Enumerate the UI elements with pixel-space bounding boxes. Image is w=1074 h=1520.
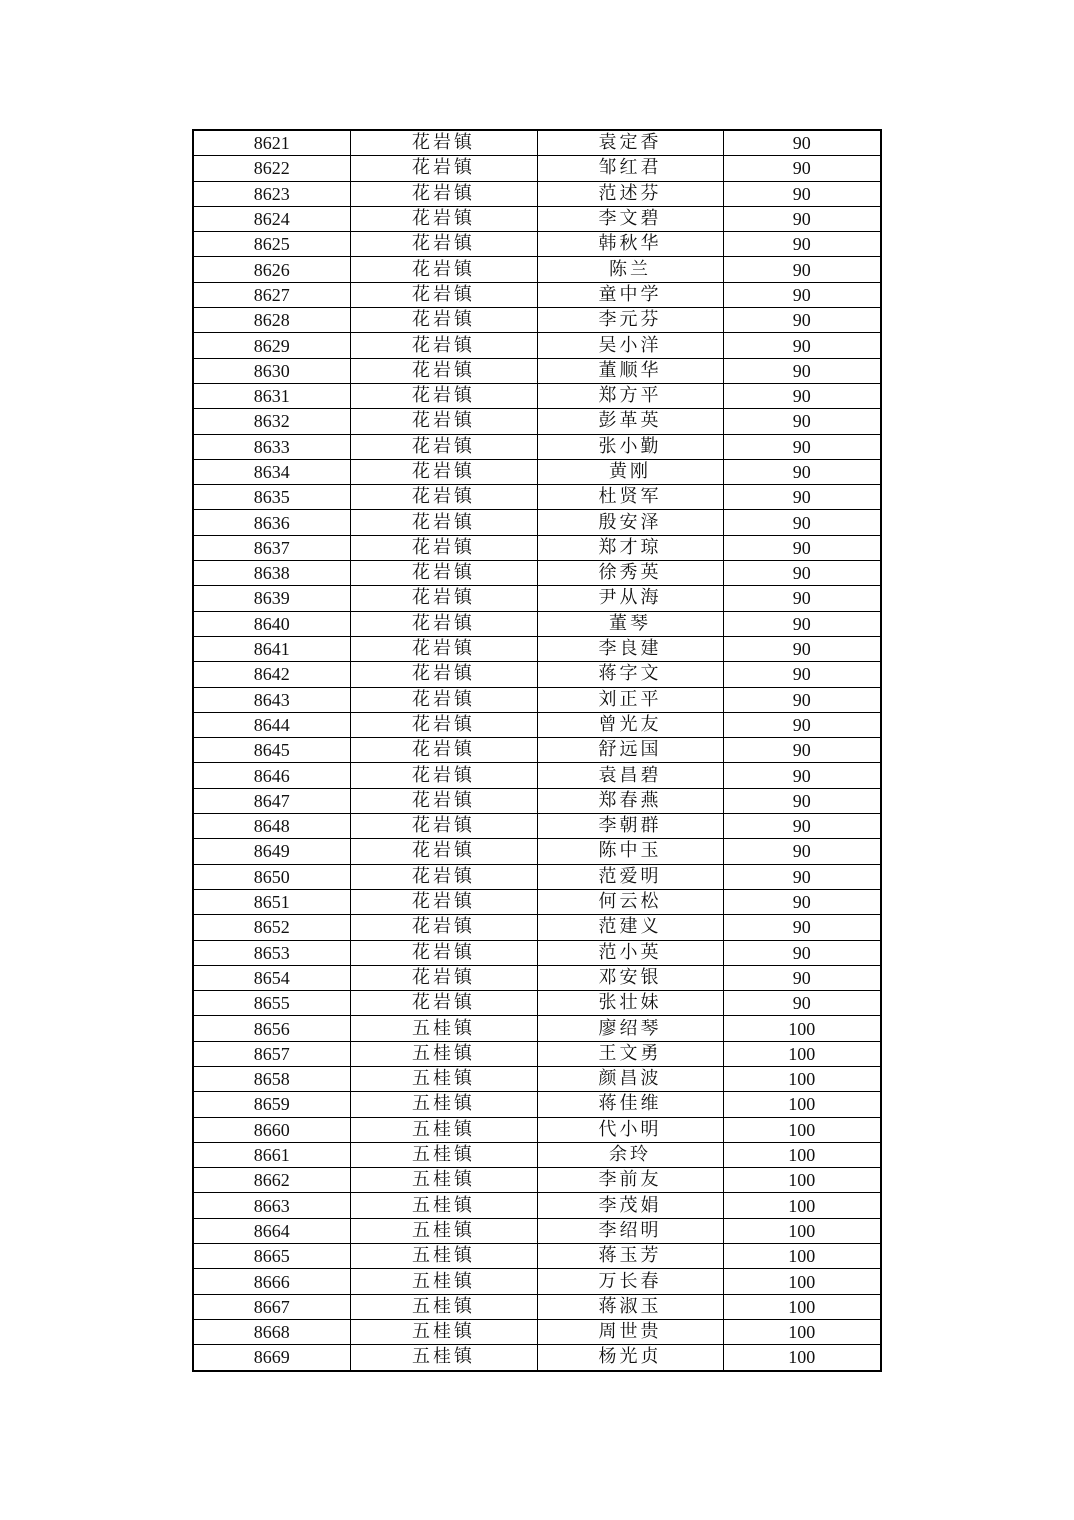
- town-cell: 花岩镇: [350, 510, 537, 535]
- row-number-cell: 8633: [193, 434, 350, 459]
- row-number-cell: 8644: [193, 712, 350, 737]
- table-row: [193, 1092, 881, 1117]
- table-row: [193, 1345, 881, 1371]
- town-cell: 花岩镇: [350, 636, 537, 661]
- row-number-cell: 8653: [193, 940, 350, 965]
- row-number-cell: 8624: [193, 206, 350, 231]
- table-row: [193, 485, 881, 510]
- row-number-cell: 8646: [193, 763, 350, 788]
- town-cell: 五桂镇: [350, 1294, 537, 1319]
- table-row: [193, 1168, 881, 1193]
- row-number-cell: 8626: [193, 257, 350, 282]
- score-cell: 90: [723, 915, 881, 940]
- town-cell: 花岩镇: [350, 232, 537, 257]
- row-number-cell: 8647: [193, 788, 350, 813]
- score-cell: 100: [723, 1117, 881, 1142]
- town-cell: 花岩镇: [350, 763, 537, 788]
- person-name-cell: 尹从海: [537, 586, 723, 611]
- score-cell: 90: [723, 358, 881, 383]
- person-name-cell: 李良建: [537, 636, 723, 661]
- score-cell: 90: [723, 308, 881, 333]
- person-name-cell: 李绍明: [537, 1218, 723, 1243]
- table-row: [193, 409, 881, 434]
- score-cell: 90: [723, 864, 881, 889]
- score-cell: 90: [723, 485, 881, 510]
- person-name-cell: 郑才琼: [537, 535, 723, 560]
- town-cell: 花岩镇: [350, 257, 537, 282]
- score-cell: 90: [723, 409, 881, 434]
- person-name-cell: 何云松: [537, 889, 723, 914]
- town-cell: 花岩镇: [350, 839, 537, 864]
- table-row: [193, 181, 881, 206]
- score-cell: 100: [723, 1066, 881, 1091]
- score-cell: 100: [723, 1142, 881, 1167]
- person-name-cell: 范爱明: [537, 864, 723, 889]
- person-name-cell: 张小勤: [537, 434, 723, 459]
- table-row: [193, 763, 881, 788]
- town-cell: 花岩镇: [350, 738, 537, 763]
- row-number-cell: 8661: [193, 1142, 350, 1167]
- person-name-cell: 周世贵: [537, 1319, 723, 1344]
- score-cell: 100: [723, 1218, 881, 1243]
- table-row: [193, 1016, 881, 1041]
- score-cell: 100: [723, 1168, 881, 1193]
- row-number-cell: 8649: [193, 839, 350, 864]
- table-row: [193, 1041, 881, 1066]
- town-cell: 花岩镇: [350, 712, 537, 737]
- town-cell: 花岩镇: [350, 333, 537, 358]
- table-row: [193, 738, 881, 763]
- person-name-cell: 刘正平: [537, 687, 723, 712]
- person-name-cell: 蒋字文: [537, 662, 723, 687]
- person-name-cell: 邓安银: [537, 965, 723, 990]
- score-cell: 90: [723, 687, 881, 712]
- table-row: [193, 333, 881, 358]
- person-name-cell: 李文碧: [537, 206, 723, 231]
- row-number-cell: 8628: [193, 308, 350, 333]
- table-row: [193, 1117, 881, 1142]
- town-cell: 花岩镇: [350, 991, 537, 1016]
- row-number-cell: 8627: [193, 282, 350, 307]
- table-row: [193, 206, 881, 231]
- score-cell: 100: [723, 1269, 881, 1294]
- table-row: [193, 662, 881, 687]
- table-row: [193, 1319, 881, 1344]
- person-name-cell: 董琴: [537, 611, 723, 636]
- score-cell: 90: [723, 788, 881, 813]
- score-cell: 90: [723, 712, 881, 737]
- person-name-cell: 范小英: [537, 940, 723, 965]
- score-cell: 90: [723, 257, 881, 282]
- town-cell: 五桂镇: [350, 1142, 537, 1167]
- row-number-cell: 8637: [193, 535, 350, 560]
- town-cell: 花岩镇: [350, 308, 537, 333]
- table-row: [193, 712, 881, 737]
- score-cell: 90: [723, 636, 881, 661]
- row-number-cell: 8654: [193, 965, 350, 990]
- table-row: [193, 1066, 881, 1091]
- town-cell: 花岩镇: [350, 459, 537, 484]
- row-number-cell: 8632: [193, 409, 350, 434]
- person-name-cell: 袁昌碧: [537, 763, 723, 788]
- row-number-cell: 8667: [193, 1294, 350, 1319]
- town-cell: 五桂镇: [350, 1218, 537, 1243]
- score-cell: 90: [723, 965, 881, 990]
- town-cell: 花岩镇: [350, 940, 537, 965]
- person-name-cell: 李茂娟: [537, 1193, 723, 1218]
- table-row: [193, 687, 881, 712]
- score-cell: 90: [723, 889, 881, 914]
- table-row: [193, 814, 881, 839]
- row-number-cell: 8625: [193, 232, 350, 257]
- score-cell: 90: [723, 611, 881, 636]
- row-number-cell: 8639: [193, 586, 350, 611]
- person-name-cell: 吴小洋: [537, 333, 723, 358]
- person-name-cell: 郑春燕: [537, 788, 723, 813]
- row-number-cell: 8642: [193, 662, 350, 687]
- row-number-cell: 8655: [193, 991, 350, 1016]
- score-cell: 100: [723, 1244, 881, 1269]
- town-cell: 五桂镇: [350, 1269, 537, 1294]
- row-number-cell: 8665: [193, 1244, 350, 1269]
- person-name-cell: 范述芬: [537, 181, 723, 206]
- town-cell: 花岩镇: [350, 662, 537, 687]
- score-cell: 100: [723, 1193, 881, 1218]
- table-row: [193, 434, 881, 459]
- town-cell: 花岩镇: [350, 282, 537, 307]
- score-cell: 100: [723, 1294, 881, 1319]
- score-cell: 90: [723, 940, 881, 965]
- person-name-cell: 郑方平: [537, 383, 723, 408]
- person-name-cell: 杜贤军: [537, 485, 723, 510]
- score-cell: 100: [723, 1345, 881, 1371]
- table-row: [193, 839, 881, 864]
- score-cell: 90: [723, 181, 881, 206]
- person-name-cell: 彭革英: [537, 409, 723, 434]
- person-name-cell: 蒋淑玉: [537, 1294, 723, 1319]
- town-cell: 花岩镇: [350, 358, 537, 383]
- score-cell: 90: [723, 156, 881, 181]
- table-row: [193, 1294, 881, 1319]
- town-cell: 花岩镇: [350, 383, 537, 408]
- town-cell: 花岩镇: [350, 434, 537, 459]
- person-name-cell: 代小明: [537, 1117, 723, 1142]
- person-name-cell: 余玲: [537, 1142, 723, 1167]
- row-number-cell: 8631: [193, 383, 350, 408]
- table-row: [193, 1269, 881, 1294]
- table-row: [193, 788, 881, 813]
- row-number-cell: 8664: [193, 1218, 350, 1243]
- row-number-cell: 8640: [193, 611, 350, 636]
- town-cell: 五桂镇: [350, 1345, 537, 1371]
- score-cell: 90: [723, 839, 881, 864]
- score-cell: 90: [723, 814, 881, 839]
- row-number-cell: 8652: [193, 915, 350, 940]
- row-number-cell: 8629: [193, 333, 350, 358]
- row-number-cell: 8656: [193, 1016, 350, 1041]
- score-cell: 90: [723, 383, 881, 408]
- score-cell: 100: [723, 1041, 881, 1066]
- person-name-cell: 徐秀英: [537, 561, 723, 586]
- score-cell: 90: [723, 586, 881, 611]
- row-number-cell: 8651: [193, 889, 350, 914]
- row-number-cell: 8645: [193, 738, 350, 763]
- table-row: [193, 1142, 881, 1167]
- town-cell: 花岩镇: [350, 535, 537, 560]
- table-row: [193, 636, 881, 661]
- table-row: [193, 282, 881, 307]
- row-number-cell: 8634: [193, 459, 350, 484]
- town-cell: 五桂镇: [350, 1016, 537, 1041]
- town-cell: 花岩镇: [350, 156, 537, 181]
- score-cell: 90: [723, 130, 881, 156]
- score-cell: 90: [723, 206, 881, 231]
- row-number-cell: 8657: [193, 1041, 350, 1066]
- person-name-cell: 王文勇: [537, 1041, 723, 1066]
- town-cell: 花岩镇: [350, 965, 537, 990]
- person-name-cell: 颜昌波: [537, 1066, 723, 1091]
- score-cell: 90: [723, 459, 881, 484]
- row-number-cell: 8658: [193, 1066, 350, 1091]
- row-number-cell: 8648: [193, 814, 350, 839]
- person-name-cell: 蒋玉芳: [537, 1244, 723, 1269]
- row-number-cell: 8659: [193, 1092, 350, 1117]
- score-cell: 90: [723, 434, 881, 459]
- row-number-cell: 8635: [193, 485, 350, 510]
- row-number-cell: 8660: [193, 1117, 350, 1142]
- row-number-cell: 8623: [193, 181, 350, 206]
- table-row: [193, 459, 881, 484]
- table-row: [193, 510, 881, 535]
- roster-table-body: [193, 130, 881, 1371]
- table-row: [193, 611, 881, 636]
- town-cell: 花岩镇: [350, 788, 537, 813]
- town-cell: 五桂镇: [350, 1041, 537, 1066]
- table-row: [193, 358, 881, 383]
- person-name-cell: 袁定香: [537, 130, 723, 156]
- table-row: [193, 257, 881, 282]
- row-number-cell: 8622: [193, 156, 350, 181]
- town-cell: 五桂镇: [350, 1244, 537, 1269]
- table-row: [193, 1244, 881, 1269]
- score-cell: 90: [723, 561, 881, 586]
- town-cell: 花岩镇: [350, 181, 537, 206]
- table-row: [193, 965, 881, 990]
- row-number-cell: 8643: [193, 687, 350, 712]
- table-row: [193, 535, 881, 560]
- table-row: [193, 383, 881, 408]
- table-row: [193, 561, 881, 586]
- row-number-cell: 8636: [193, 510, 350, 535]
- town-cell: 五桂镇: [350, 1168, 537, 1193]
- table-row: [193, 915, 881, 940]
- table-row: [193, 864, 881, 889]
- person-name-cell: 万长春: [537, 1269, 723, 1294]
- score-cell: 90: [723, 991, 881, 1016]
- town-cell: 花岩镇: [350, 889, 537, 914]
- score-cell: 100: [723, 1092, 881, 1117]
- score-cell: 90: [723, 763, 881, 788]
- person-name-cell: 陈中玉: [537, 839, 723, 864]
- score-cell: 90: [723, 282, 881, 307]
- person-name-cell: 李元芬: [537, 308, 723, 333]
- town-cell: 花岩镇: [350, 206, 537, 231]
- table-row: [193, 940, 881, 965]
- row-number-cell: 8621: [193, 130, 350, 156]
- town-cell: 花岩镇: [350, 915, 537, 940]
- town-cell: 花岩镇: [350, 586, 537, 611]
- person-name-cell: 童中学: [537, 282, 723, 307]
- person-name-cell: 廖绍琴: [537, 1016, 723, 1041]
- row-number-cell: 8663: [193, 1193, 350, 1218]
- town-cell: 五桂镇: [350, 1193, 537, 1218]
- town-cell: 花岩镇: [350, 485, 537, 510]
- table-row: [193, 232, 881, 257]
- person-name-cell: 董顺华: [537, 358, 723, 383]
- score-cell: 100: [723, 1016, 881, 1041]
- town-cell: 五桂镇: [350, 1092, 537, 1117]
- table-row: [193, 586, 881, 611]
- person-name-cell: 邹红君: [537, 156, 723, 181]
- person-name-cell: 蒋佳维: [537, 1092, 723, 1117]
- table-row: [193, 308, 881, 333]
- town-cell: 花岩镇: [350, 409, 537, 434]
- person-name-cell: 李朝群: [537, 814, 723, 839]
- table-row: [193, 1218, 881, 1243]
- table-row: [193, 156, 881, 181]
- town-cell: 花岩镇: [350, 561, 537, 586]
- score-cell: 90: [723, 333, 881, 358]
- person-name-cell: 陈兰: [537, 257, 723, 282]
- row-number-cell: 8662: [193, 1168, 350, 1193]
- score-cell: 90: [723, 510, 881, 535]
- town-cell: 五桂镇: [350, 1319, 537, 1344]
- person-name-cell: 张壮妹: [537, 991, 723, 1016]
- person-name-cell: 黄刚: [537, 459, 723, 484]
- row-number-cell: 8641: [193, 636, 350, 661]
- town-cell: 花岩镇: [350, 687, 537, 712]
- score-cell: 100: [723, 1319, 881, 1344]
- score-cell: 90: [723, 662, 881, 687]
- table-row: [193, 991, 881, 1016]
- person-name-cell: 范建义: [537, 915, 723, 940]
- town-cell: 花岩镇: [350, 611, 537, 636]
- row-number-cell: 8669: [193, 1345, 350, 1371]
- score-cell: 90: [723, 535, 881, 560]
- person-name-cell: 殷安泽: [537, 510, 723, 535]
- person-name-cell: 韩秋华: [537, 232, 723, 257]
- person-name-cell: 李前友: [537, 1168, 723, 1193]
- town-cell: 五桂镇: [350, 1117, 537, 1142]
- table-row: [193, 889, 881, 914]
- town-cell: 五桂镇: [350, 1066, 537, 1091]
- town-cell: 花岩镇: [350, 814, 537, 839]
- person-name-cell: 杨光贞: [537, 1345, 723, 1371]
- person-name-cell: 曾光友: [537, 712, 723, 737]
- person-name-cell: 舒远国: [537, 738, 723, 763]
- roster-table: [192, 129, 882, 1372]
- town-cell: 花岩镇: [350, 864, 537, 889]
- score-cell: 90: [723, 738, 881, 763]
- row-number-cell: 8638: [193, 561, 350, 586]
- score-cell: 90: [723, 232, 881, 257]
- row-number-cell: 8650: [193, 864, 350, 889]
- table-row: [193, 130, 881, 156]
- town-cell: 花岩镇: [350, 130, 537, 156]
- row-number-cell: 8668: [193, 1319, 350, 1344]
- row-number-cell: 8666: [193, 1269, 350, 1294]
- row-number-cell: 8630: [193, 358, 350, 383]
- table-row: [193, 1193, 881, 1218]
